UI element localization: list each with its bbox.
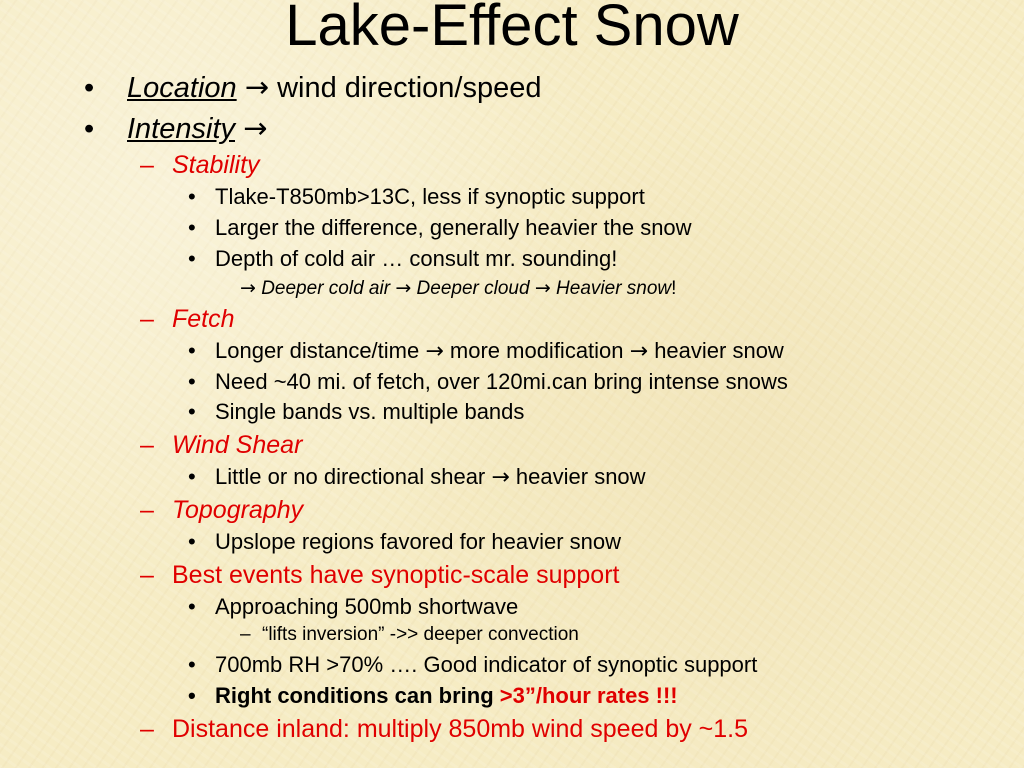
bullet-dot: •: [188, 184, 196, 209]
arrow-icon: →: [243, 111, 268, 145]
item-text: Tlake-T850mb>13C, less if synoptic support: [215, 184, 645, 209]
item-text: Little or no directional shear: [215, 464, 492, 489]
arrow-icon: →: [395, 277, 412, 299]
list-item-best-3: [188, 681, 678, 711]
item-text: !: [671, 278, 677, 299]
bullet-dash: –: [140, 496, 154, 524]
arrow-icon: →: [244, 70, 270, 104]
arrow-icon: →: [629, 339, 649, 364]
location-text: wind direction/speed: [269, 72, 542, 104]
bullet-dot: •: [188, 369, 196, 394]
list-item-fetch-3: [188, 397, 524, 427]
stability-heading: Stability: [172, 151, 260, 179]
topography-heading: Topography: [172, 496, 304, 524]
item-text: Need ~40 mi. of fetch, over 120mi.can bring intense snows: [215, 369, 788, 394]
sub-bullet-fetch: [140, 303, 235, 335]
bullet-dot: •: [188, 594, 196, 619]
arrow-icon: →: [491, 465, 510, 490]
item-text: Deeper cloud: [416, 278, 530, 299]
item-text: Deeper cold air: [261, 278, 391, 299]
sub-bullet-stability: [140, 149, 260, 181]
item-text: Upslope regions favored for heavier snow: [215, 529, 622, 554]
bullet-dash: –: [140, 151, 154, 179]
bullet-dot: •: [188, 464, 196, 489]
list-item-stability-1: [188, 182, 645, 212]
item-text: Heavier snow: [556, 278, 672, 299]
intensity-term: Intensity: [127, 113, 235, 145]
list-item-best-1a: [240, 622, 579, 648]
bullet-dot: •: [188, 246, 196, 271]
item-text: heavier snow: [648, 338, 784, 363]
sub-bullet-topography: [140, 494, 303, 526]
bullet-dot: •: [84, 72, 95, 104]
list-item-topography-1: [188, 527, 621, 557]
slide-title: Lake-Effect Snow: [285, 0, 739, 58]
arrow-icon: →: [240, 277, 256, 299]
item-text: “lifts inversion” ->> deeper convection: [262, 624, 579, 645]
wind-shear-heading: Wind Shear: [172, 431, 303, 459]
bullet-dash: –: [140, 431, 154, 459]
bullet-dash: –: [240, 624, 251, 645]
item-text: Right conditions can bring: [215, 683, 500, 708]
bullet-dot: •: [188, 683, 196, 708]
sub-bullet-wind-shear: [140, 429, 302, 461]
arrow-icon: →: [534, 277, 551, 299]
bullet-dot: •: [188, 652, 196, 677]
bullet-dot: •: [188, 399, 196, 424]
fetch-heading: Fetch: [172, 305, 235, 333]
sub-bullet-best-events: [140, 559, 619, 591]
bullet-dash: –: [140, 305, 154, 333]
item-text: more modification: [443, 338, 630, 363]
item-text: Depth of cold air … consult mr. sounding!: [215, 246, 618, 271]
item-text-highlight: >3”/hour rates !!!: [499, 683, 678, 708]
best-events-heading: Best events have synoptic-scale support: [172, 561, 620, 589]
bullet-dot: •: [188, 215, 196, 240]
item-text: heavier snow: [509, 464, 646, 489]
item-text: Approaching 500mb shortwave: [215, 594, 519, 619]
item-text: 700mb RH >70% …. Good indicator of synoptic support: [215, 652, 758, 677]
bullet-dot: •: [188, 529, 196, 554]
list-item-best-2: [188, 650, 757, 680]
bullet-dot: •: [84, 113, 95, 145]
bullet-dash: –: [140, 561, 154, 589]
location-term: Location: [127, 72, 237, 104]
list-item-stability-2: [188, 213, 692, 243]
bullet-dot: •: [188, 338, 196, 363]
item-text: Longer distance/time: [215, 338, 426, 363]
list-item-shear-1: [188, 462, 646, 493]
distance-inland-text: Distance inland: multiply 850mb wind speed by ~1.5: [172, 715, 749, 743]
list-item-best-1: [188, 592, 518, 622]
arrow-icon: →: [425, 339, 444, 364]
item-text: Larger the difference, generally heavier the snow: [215, 215, 692, 240]
item-text: Single bands vs. multiple bands: [215, 399, 525, 424]
list-item-fetch-2: [188, 367, 788, 397]
sub-bullet-distance-inland: [140, 713, 748, 745]
list-item-stability-3a: [240, 275, 676, 302]
bullet-intensity: [84, 108, 267, 149]
bullet-location: [84, 67, 541, 108]
list-item-stability-3: [188, 244, 617, 274]
bullet-dash: –: [140, 715, 154, 743]
list-item-fetch-1: [188, 336, 784, 367]
